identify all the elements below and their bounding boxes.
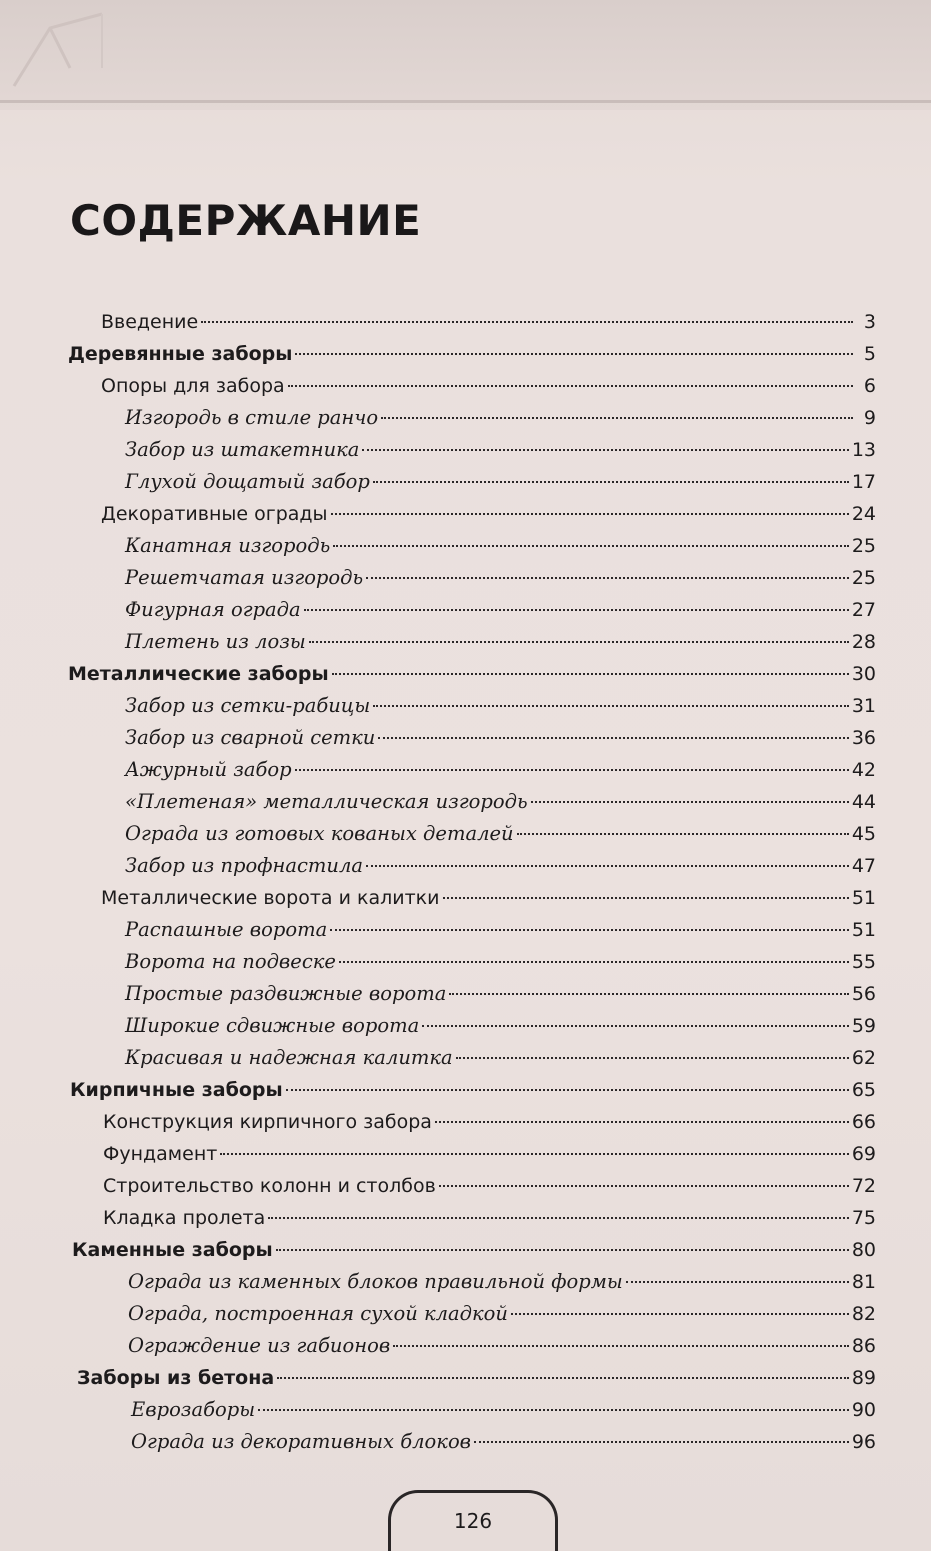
toc-entry[interactable] <box>125 594 876 626</box>
toc-entry-page: 47 <box>851 855 876 877</box>
toc-entry-page: 66 <box>851 1111 876 1133</box>
toc-entry-page: 25 <box>851 567 876 589</box>
toc-entry-page: 28 <box>851 631 876 653</box>
toc-entry-page: 80 <box>851 1239 876 1261</box>
toc-entry-page: 30 <box>851 663 876 685</box>
toc-entry[interactable] <box>101 882 876 914</box>
toc-entry[interactable] <box>125 1010 876 1042</box>
toc-entry-label: Ограда, построенная сухой кладкой <box>128 1302 508 1325</box>
dot-leader <box>333 545 849 547</box>
toc-entry[interactable] <box>68 338 876 370</box>
toc-entry[interactable] <box>125 914 876 946</box>
dot-leader <box>456 1057 849 1059</box>
toc-entry-page: 17 <box>851 471 876 493</box>
toc-entry[interactable] <box>103 1106 876 1138</box>
toc-entry-label: Металлические ворота и калитки <box>101 887 440 909</box>
toc-entry[interactable] <box>125 978 876 1010</box>
toc-entry-label: Ограждение из габионов <box>128 1334 391 1357</box>
dot-leader <box>332 673 849 675</box>
dot-leader <box>517 833 849 835</box>
toc-entry-label: «Плетеная» металлическая изгородь <box>125 790 528 813</box>
dot-leader <box>295 353 853 355</box>
toc-entry-page: 3 <box>863 311 876 333</box>
dot-leader <box>295 769 849 771</box>
toc-entry[interactable] <box>125 818 876 850</box>
toc-entry[interactable] <box>101 498 876 530</box>
toc-entry-label: Введение <box>101 311 199 333</box>
toc-entry-page: 31 <box>851 695 876 717</box>
toc-entry[interactable] <box>125 1042 876 1074</box>
toc-entry-page: 25 <box>851 535 876 557</box>
dot-leader <box>339 961 849 963</box>
toc-entry-label: Кирпичные заборы <box>70 1079 283 1101</box>
dot-leader <box>330 929 849 931</box>
toc-entry-label: Ограда из готовых кованых деталей <box>125 822 514 845</box>
toc-entry-page: 36 <box>851 727 876 749</box>
toc-entry[interactable] <box>125 562 876 594</box>
toc-entry-label: Изгородь в стиле ранчо <box>125 406 379 429</box>
toc-entry-label: Ограда из декоративных блоков <box>131 1430 472 1453</box>
dot-leader <box>474 1441 849 1443</box>
dot-leader <box>435 1121 849 1123</box>
page-title: СОДЕРЖАНИЕ <box>70 196 422 245</box>
toc-entry-label: Кладка пролета <box>103 1207 266 1229</box>
dot-leader <box>626 1281 849 1283</box>
page-number-tab <box>388 1490 558 1551</box>
toc-entry[interactable] <box>68 658 876 690</box>
toc-entry-label: Фундамент <box>103 1143 218 1165</box>
corner-ornament-icon <box>10 8 105 90</box>
toc-entry-label: Плетень из лозы <box>125 630 306 653</box>
toc-entry[interactable] <box>77 1362 876 1394</box>
toc-entry-label: Широкие сдвижные ворота <box>125 1014 420 1037</box>
dot-leader <box>381 417 853 419</box>
toc-entry[interactable] <box>72 1234 876 1266</box>
dot-leader <box>331 513 849 515</box>
dot-leader <box>309 641 849 643</box>
toc-entry[interactable] <box>103 1202 876 1234</box>
toc-entry-page: 13 <box>851 439 876 461</box>
toc-entry[interactable] <box>125 946 876 978</box>
toc-entry-page: 56 <box>851 983 876 1005</box>
toc-entry-page: 62 <box>851 1047 876 1069</box>
toc-entry-page: 44 <box>851 791 876 813</box>
toc-entry[interactable] <box>125 786 876 818</box>
dot-leader <box>201 321 853 323</box>
toc-entry[interactable] <box>125 402 876 434</box>
toc-entry[interactable] <box>125 434 876 466</box>
toc-entry[interactable] <box>125 690 876 722</box>
toc-entry[interactable] <box>125 626 876 658</box>
toc-entry-page: 9 <box>863 407 876 429</box>
toc-entry-page: 86 <box>851 1335 876 1357</box>
toc-entry[interactable] <box>103 1170 876 1202</box>
toc-entry-page: 75 <box>851 1207 876 1229</box>
toc-entry-label: Каменные заборы <box>72 1239 273 1261</box>
dot-leader <box>439 1185 849 1187</box>
toc-entry-page: 6 <box>863 375 876 397</box>
toc-entry-label: Металлические заборы <box>68 663 329 685</box>
dot-leader <box>288 385 853 387</box>
page-number: 126 <box>453 1509 493 1533</box>
dot-leader <box>286 1089 849 1091</box>
toc-entry[interactable] <box>131 1394 876 1426</box>
dot-leader <box>258 1409 849 1411</box>
dot-leader <box>220 1153 848 1155</box>
toc-entry-page: 55 <box>851 951 876 973</box>
toc-entry-page: 96 <box>851 1431 876 1453</box>
dot-leader <box>366 577 849 579</box>
toc-entry-label: Опоры для забора <box>101 375 285 397</box>
toc-entry-page: 27 <box>851 599 876 621</box>
dot-leader <box>511 1313 849 1315</box>
dot-leader <box>443 897 849 899</box>
toc-entry-label: Конструкция кирпичного забора <box>103 1111 432 1133</box>
toc-entry-label: Заборы из бетона <box>77 1367 275 1389</box>
dot-leader <box>449 993 848 995</box>
toc-entry-label: Строительство колонн и столбов <box>103 1175 436 1197</box>
toc-entry[interactable] <box>125 530 876 562</box>
toc-entry[interactable] <box>103 1138 876 1170</box>
toc-entry-page: 90 <box>851 1399 876 1421</box>
dot-leader <box>373 481 849 483</box>
toc-entry-label: Глухой дощатый забор <box>125 470 370 493</box>
toc-entry[interactable] <box>128 1330 876 1362</box>
toc-entry[interactable] <box>125 850 876 882</box>
toc-entry-page: 82 <box>851 1303 876 1325</box>
toc-entry-label: Забор из сетки-рабицы <box>125 694 371 717</box>
toc-entry-page: 72 <box>851 1175 876 1197</box>
toc-entry[interactable] <box>131 1426 876 1458</box>
toc-entry-page: 51 <box>851 919 876 941</box>
dot-leader <box>366 865 849 867</box>
toc-entry-page: 51 <box>851 887 876 909</box>
page-header-band <box>0 0 931 110</box>
toc-entry-label: Ворота на подвеске <box>125 950 336 973</box>
toc-entry[interactable] <box>125 466 876 498</box>
toc-entry-page: 59 <box>851 1015 876 1037</box>
dot-leader <box>531 801 849 803</box>
toc-entry[interactable] <box>128 1298 876 1330</box>
dot-leader <box>268 1217 849 1219</box>
toc-entry-label: Ажурный забор <box>125 758 292 781</box>
toc-entry[interactable] <box>125 754 876 786</box>
toc-entry[interactable] <box>128 1266 876 1298</box>
header-divider <box>0 100 931 103</box>
toc-entry[interactable] <box>101 370 876 402</box>
toc-entry-page: 45 <box>851 823 876 845</box>
toc-entry-label: Ограда из каменных блоков правильной формы <box>128 1270 623 1293</box>
toc-entry[interactable] <box>70 1074 876 1106</box>
dot-leader <box>373 705 849 707</box>
toc-entry-label: Декоративные ограды <box>101 503 328 525</box>
toc-entry-page: 69 <box>851 1143 876 1165</box>
dot-leader <box>378 737 848 739</box>
toc-entry-label: Канатная изгородь <box>125 534 331 557</box>
dot-leader <box>422 1025 849 1027</box>
toc-entry-label: Деревянные заборы <box>68 343 293 365</box>
toc-entry-page: 89 <box>851 1367 876 1389</box>
dot-leader <box>304 609 849 611</box>
dot-leader <box>362 449 848 451</box>
dot-leader <box>393 1345 849 1347</box>
toc-entry[interactable] <box>125 722 876 754</box>
toc-entry-label: Красивая и надежная калитка <box>125 1046 453 1069</box>
toc-entry-label: Забор из сварной сетки <box>125 726 376 749</box>
toc-entry-label: Простые раздвижные ворота <box>125 982 447 1005</box>
toc-entry-label: Распашные ворота <box>125 918 328 941</box>
toc-entry-page: 5 <box>863 343 876 365</box>
toc-entry-label: Забор из профнастила <box>125 854 364 877</box>
toc-entry-page: 42 <box>851 759 876 781</box>
toc-entry-label: Решетчатая изгородь <box>125 566 364 589</box>
toc-entry-page: 65 <box>851 1079 876 1101</box>
dot-leader <box>276 1249 849 1251</box>
toc-entry-label: Фигурная ограда <box>125 598 301 621</box>
toc-entry-label: Еврозаборы <box>131 1398 256 1421</box>
dot-leader <box>277 1377 849 1379</box>
toc-entry[interactable] <box>101 306 876 338</box>
toc-entry-page: 24 <box>851 503 876 525</box>
toc-entry-label: Забор из штакетника <box>125 438 360 461</box>
toc-entry-page: 81 <box>851 1271 876 1293</box>
